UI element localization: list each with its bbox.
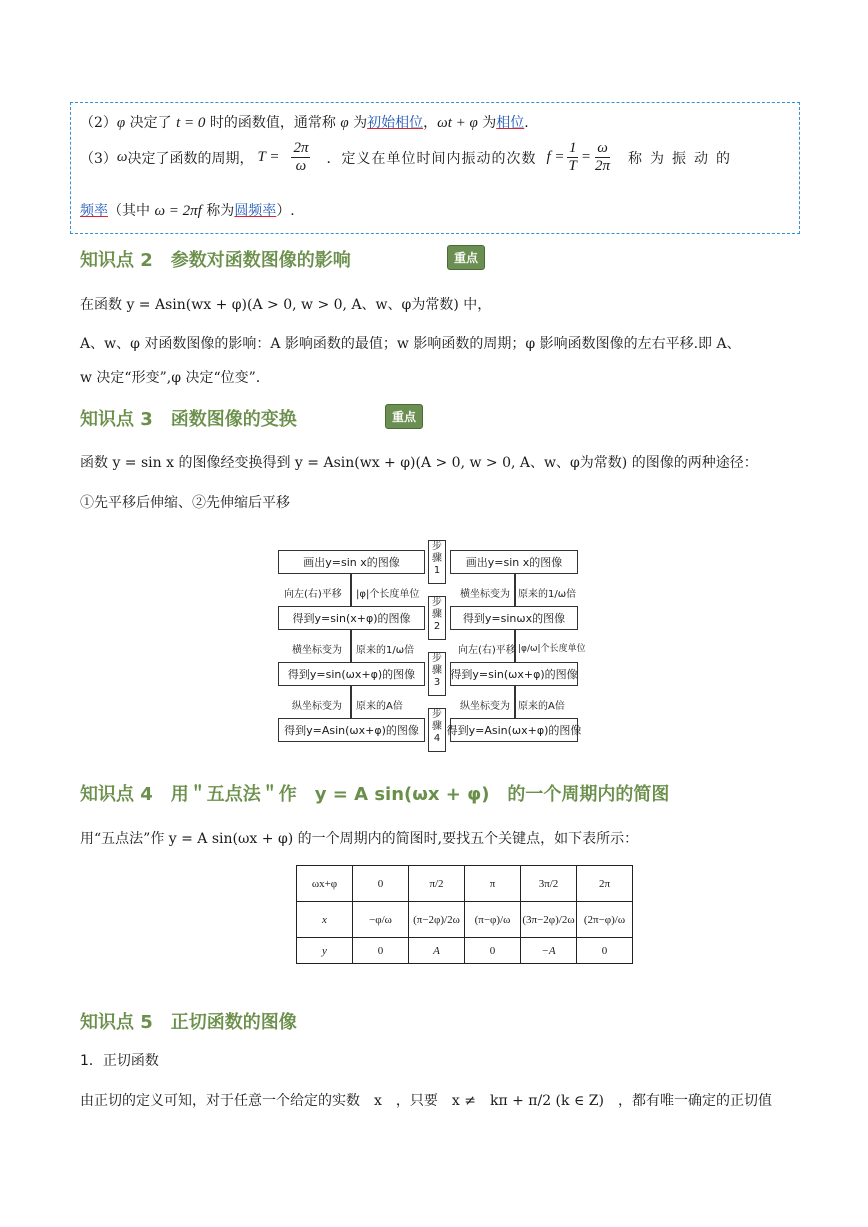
left-op-3a: 纵坐标变为 bbox=[292, 701, 342, 712]
text: 决定了函数的周期， bbox=[127, 150, 254, 167]
text: 时的函数值，通常称 bbox=[205, 115, 341, 131]
right-op-1b: 原来的1/ω倍 bbox=[518, 589, 577, 600]
left-op-2a: 横坐标变为 bbox=[292, 645, 342, 656]
left-connector bbox=[350, 562, 352, 738]
period-fraction bbox=[291, 140, 310, 175]
phi-symbol: φ bbox=[116, 115, 126, 131]
section-heading-4: 知识点 4 用＂五点法＂作 y = A sin(ωx + φ) 的一个周期内的简图 bbox=[80, 784, 670, 805]
left-op-2b: 原来的1/ω倍 bbox=[356, 645, 415, 656]
term-phase[interactable]: 相位 bbox=[496, 115, 525, 131]
text: ）. bbox=[276, 203, 295, 219]
phi-symbol: φ bbox=[340, 115, 349, 131]
table-cell: 3π/2 bbox=[521, 866, 577, 902]
phase-expression: ωt + φ bbox=[437, 115, 478, 131]
key-point-badge: 重点 bbox=[385, 404, 423, 429]
key-point-badge: 重点 bbox=[447, 245, 485, 270]
box-line-phase bbox=[80, 112, 529, 132]
text: . bbox=[524, 115, 529, 131]
term-angular-frequency[interactable]: 圆频率 bbox=[234, 203, 277, 219]
table-cell: −φ/ω bbox=[353, 902, 409, 938]
item-number: （2） bbox=[80, 115, 117, 131]
text: ， bbox=[423, 115, 438, 131]
fraction-numerator: ω bbox=[597, 140, 608, 156]
fraction-denominator: 2π bbox=[595, 158, 611, 174]
right-op-1a: 横坐标变为 bbox=[460, 589, 510, 600]
table-row bbox=[297, 938, 633, 964]
table-cell: π bbox=[465, 866, 521, 902]
step-label-2: 步骤2 bbox=[428, 596, 446, 640]
section-heading-3: 知识点 3 函数图像的变换 bbox=[80, 409, 297, 430]
table-cell: 0 bbox=[465, 938, 521, 964]
box-line-period bbox=[80, 140, 800, 175]
right-step-2: 得到y=sinωx的图像 bbox=[450, 606, 578, 630]
box-line-frequency bbox=[80, 200, 295, 220]
text: 为 bbox=[477, 115, 497, 131]
section-heading-5: 知识点 5 正切函数的图像 bbox=[80, 1012, 297, 1033]
left-step-4: 得到y=Asin(ωx+φ)的图像 bbox=[278, 718, 425, 742]
right-op-2a: 向左(右)平移 bbox=[458, 645, 516, 656]
text: 称为振动的 bbox=[628, 150, 739, 167]
left-step-3: 得到y=sin(ωx+φ)的图像 bbox=[278, 662, 425, 686]
right-op-3a: 纵坐标变为 bbox=[460, 701, 510, 712]
text: 称为 bbox=[201, 203, 235, 219]
text: 为 bbox=[348, 115, 368, 131]
text: （其中 bbox=[108, 203, 155, 219]
left-op-1b: |φ|个长度单位 bbox=[356, 589, 420, 600]
equals-sign: = bbox=[580, 149, 591, 165]
item-number: （3） bbox=[80, 150, 117, 167]
frequency-fraction-2 bbox=[593, 140, 612, 175]
text: 决定了 bbox=[125, 115, 177, 131]
table-cell: (π−φ)/ω bbox=[465, 902, 521, 938]
transformation-flowchart bbox=[278, 540, 586, 755]
left-op-1a: 向左(右)平移 bbox=[284, 589, 342, 600]
term-initial-phase[interactable]: 初始相位 bbox=[367, 115, 424, 131]
period-label: T = bbox=[257, 149, 280, 165]
left-step-1: 画出y=sin x的图像 bbox=[278, 550, 425, 574]
table-cell: (2π−φ)/ω bbox=[577, 902, 633, 938]
table-cell: (3π−2φ)/2ω bbox=[521, 902, 577, 938]
table-cell: 2π bbox=[577, 866, 633, 902]
table-cell: A bbox=[409, 938, 465, 964]
table-cell: −A bbox=[521, 938, 577, 964]
angular-frequency-formula: ω = 2πf bbox=[154, 203, 202, 219]
paragraph: 用“五点法”作 y = A sin(ωx + φ) 的一个周期内的简图时,要找五个关键点，如下表所示： bbox=[80, 831, 639, 847]
fraction-denominator: T bbox=[568, 158, 577, 174]
step-label-1: 步骤1 bbox=[428, 540, 446, 584]
table-cell: 0 bbox=[353, 866, 409, 902]
right-step-4: 得到y=Asin(ωx+φ)的图像 bbox=[450, 718, 578, 742]
paragraph: 在函数 y = Asin(wx + φ)(A > 0, w > 0, A、w、φ为常数) 中， bbox=[80, 297, 492, 313]
step-label-3: 步骤3 bbox=[428, 652, 446, 696]
table-cell: (π−2φ)/2ω bbox=[409, 902, 465, 938]
paragraph: ①先平移后伸缩、②先伸缩后平移 bbox=[80, 495, 290, 511]
section-heading-2: 知识点 2 参数对函数图像的影响 bbox=[80, 250, 351, 271]
t-zero: t = 0 bbox=[176, 115, 206, 131]
right-op-3b: 原来的A倍 bbox=[518, 701, 565, 712]
table-cell: ωx+φ bbox=[297, 866, 353, 902]
step-label-4: 步骤4 bbox=[428, 708, 446, 752]
five-point-table bbox=[296, 865, 633, 964]
frequency-label: f = bbox=[546, 149, 565, 165]
paragraph: A、w、φ 对函数图像的影响：A 影响函数的最值；w 影响函数的周期；φ 影响函数图像的左右平移.即 A、 bbox=[80, 336, 741, 352]
table-cell: 0 bbox=[577, 938, 633, 964]
term-frequency[interactable]: 频率 bbox=[80, 203, 108, 219]
fraction-denominator: ω bbox=[295, 158, 307, 174]
table-cell: π/2 bbox=[409, 866, 465, 902]
fraction-numerator: 2π bbox=[293, 140, 309, 156]
fraction-numerator: 1 bbox=[568, 140, 577, 156]
right-step-1: 画出y=sin x的图像 bbox=[450, 550, 578, 574]
table-row bbox=[297, 866, 633, 902]
omega-symbol: ω bbox=[116, 149, 128, 165]
right-op-2b: |φ/ω|个长度单位 bbox=[518, 644, 586, 654]
left-op-3b: 原来的A倍 bbox=[356, 701, 403, 712]
left-step-2: 得到y=sin(x+φ)的图像 bbox=[278, 606, 425, 630]
table-row bbox=[297, 902, 633, 938]
frequency-fraction-1 bbox=[567, 140, 579, 175]
table-cell: y bbox=[297, 938, 353, 964]
right-step-3: 得到y=sin(ωx+φ)的图像 bbox=[450, 662, 578, 686]
table-cell: x bbox=[297, 902, 353, 938]
text: ．定义在单位时间内振动的次数 bbox=[326, 150, 537, 167]
paragraph: 函数 y = sin x 的图像经变换得到 y = Asin(wx + φ)(A > 0, w > 0, A、w、φ为常数) 的图像的两种途径： bbox=[80, 455, 758, 471]
table-cell: 0 bbox=[353, 938, 409, 964]
paragraph: 由正切的定义可知，对于任意一个给定的实数 x ，只要 x ≠ kπ + π/2 (k ∈ Z) ，都有唯一确定的正切值 bbox=[80, 1093, 772, 1109]
paragraph: w 决定“形变”,φ 决定“位变”. bbox=[80, 370, 261, 386]
subheading: 1．正切函数 bbox=[80, 1053, 159, 1069]
